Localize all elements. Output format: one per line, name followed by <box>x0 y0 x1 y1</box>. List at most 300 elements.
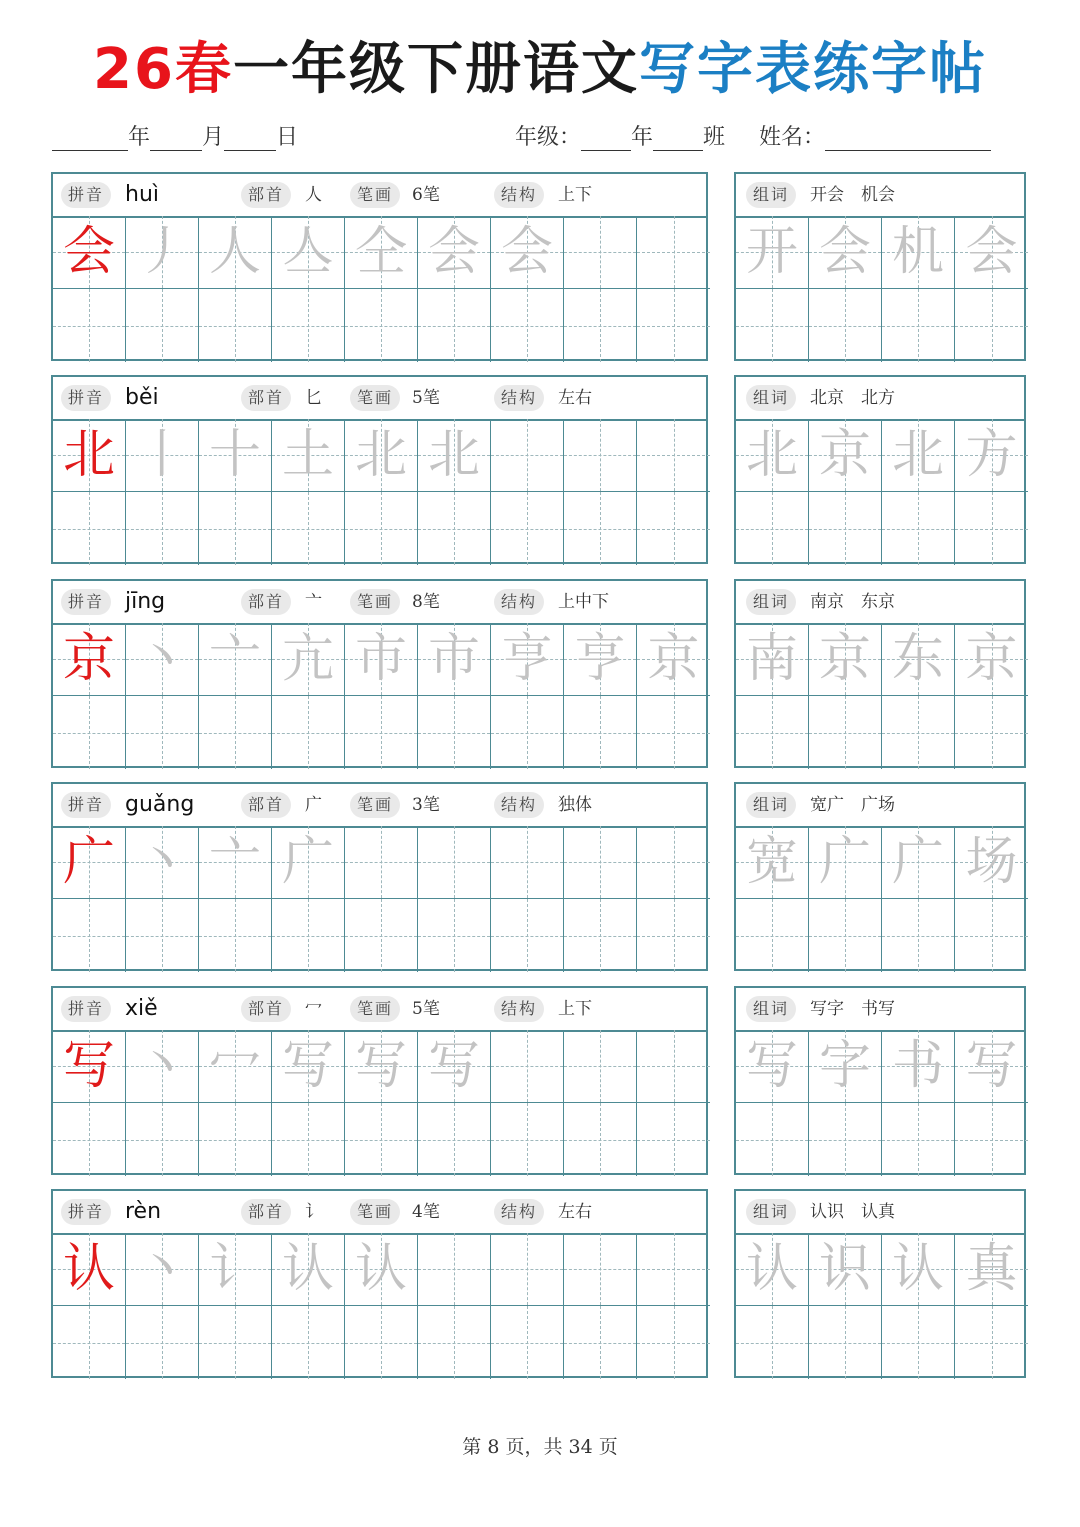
stroke-order-trace: 广 <box>281 832 334 892</box>
writing-cell[interactable] <box>736 899 809 972</box>
structure-value: 独体 <box>558 795 592 815</box>
strokes-value: 5笔 <box>412 999 440 1019</box>
pinyin-label: 拼音 <box>61 385 111 411</box>
writing-cell[interactable] <box>126 492 199 565</box>
words-label: 组词 <box>746 792 796 818</box>
writing-cell[interactable] <box>199 1103 272 1176</box>
word-trace-character: 宽 <box>745 832 798 892</box>
writing-cell[interactable] <box>418 696 491 769</box>
writing-cell[interactable] <box>736 1103 809 1176</box>
word-trace-character: 机 <box>891 222 944 282</box>
writing-cell[interactable] <box>809 216 882 289</box>
stroke-order-trace: 会 <box>427 222 480 282</box>
writing-cell[interactable] <box>564 623 637 696</box>
words-label: 组词 <box>746 589 796 615</box>
word-trace-character: 京 <box>965 629 1018 689</box>
writing-cell[interactable] <box>809 289 882 362</box>
writing-cell[interactable] <box>272 826 345 899</box>
writing-cell[interactable] <box>126 899 199 972</box>
word-trace-character: 京 <box>818 425 871 485</box>
class-blank[interactable] <box>653 126 703 151</box>
word-trace-character: 书 <box>891 1036 944 1096</box>
writing-cell[interactable] <box>491 1306 564 1379</box>
name-blank[interactable] <box>825 126 991 151</box>
pinyin-value: huì <box>125 182 159 207</box>
writing-cell[interactable] <box>637 492 710 565</box>
radical-value: 人 <box>305 185 322 205</box>
writing-cell[interactable] <box>199 216 272 289</box>
writing-cell[interactable] <box>272 899 345 972</box>
words-card <box>734 782 1026 971</box>
strokes-value: 6笔 <box>412 185 440 205</box>
writing-cell[interactable] <box>199 1030 272 1103</box>
writing-cell[interactable] <box>418 419 491 492</box>
strokes-label: 笔画 <box>350 182 400 208</box>
writing-cell[interactable] <box>53 1030 126 1103</box>
stroke-order-trace: 仝 <box>354 222 407 282</box>
writing-cell[interactable] <box>126 826 199 899</box>
title-part-2: 一年级下册语文 <box>232 37 639 102</box>
stroke-order-trace: 冖 <box>208 1036 261 1096</box>
writing-cell[interactable] <box>491 216 564 289</box>
writing-cell[interactable] <box>345 1030 418 1103</box>
stroke-order-trace: 亨 <box>500 629 553 689</box>
writing-cell[interactable] <box>126 623 199 696</box>
class-label: 班 <box>703 125 726 150</box>
writing-cell[interactable] <box>199 419 272 492</box>
writing-cell[interactable] <box>637 419 710 492</box>
character-card <box>51 1189 708 1378</box>
writing-cell[interactable] <box>955 419 1028 492</box>
radical-label: 部首 <box>241 996 291 1022</box>
card-header <box>53 377 706 421</box>
writing-cell[interactable] <box>736 1030 809 1103</box>
word-trace-character: 北 <box>745 425 798 485</box>
writing-cell[interactable] <box>345 899 418 972</box>
writing-cell[interactable] <box>736 216 809 289</box>
writing-cell[interactable] <box>736 826 809 899</box>
writing-cell[interactable] <box>637 1030 710 1103</box>
writing-cell[interactable] <box>199 826 272 899</box>
day-label: 日 <box>276 125 299 150</box>
writing-cell[interactable] <box>345 216 418 289</box>
writing-cell[interactable] <box>809 1306 882 1379</box>
writing-cell[interactable] <box>126 1233 199 1306</box>
writing-cell[interactable] <box>809 1030 882 1103</box>
writing-cell[interactable] <box>637 1306 710 1379</box>
writing-cell[interactable] <box>272 419 345 492</box>
pinyin-value: běi <box>125 385 159 410</box>
radical-value: 广 <box>305 795 322 815</box>
structure-value: 左右 <box>558 1202 592 1222</box>
writing-cell[interactable] <box>736 1233 809 1306</box>
stroke-order-trace: 北 <box>427 425 480 485</box>
year-blank[interactable] <box>52 126 128 151</box>
writing-cell[interactable] <box>418 1306 491 1379</box>
writing-cell[interactable] <box>564 1030 637 1103</box>
writing-cell[interactable] <box>491 419 564 492</box>
writing-cell[interactable] <box>564 492 637 565</box>
word-trace-character: 真 <box>965 1239 1018 1299</box>
pinyin-label: 拼音 <box>61 996 111 1022</box>
words-card <box>734 172 1026 361</box>
words-label: 组词 <box>746 996 796 1022</box>
stroke-order-trace: 土 <box>281 425 334 485</box>
structure-label: 结构 <box>494 385 544 411</box>
writing-cell[interactable] <box>564 1306 637 1379</box>
stroke-order-trace: 丶 <box>135 832 188 892</box>
month-blank[interactable] <box>150 126 202 151</box>
structure-label: 结构 <box>494 182 544 208</box>
writing-cell[interactable] <box>53 1306 126 1379</box>
writing-cell[interactable] <box>882 1030 955 1103</box>
writing-cell[interactable] <box>199 1306 272 1379</box>
writing-cell[interactable] <box>637 826 710 899</box>
words-card-header <box>736 784 1024 828</box>
writing-cell[interactable] <box>345 492 418 565</box>
writing-cell[interactable] <box>126 419 199 492</box>
writing-cell[interactable] <box>637 1233 710 1306</box>
pinyin-label: 拼音 <box>61 589 111 615</box>
words-value: 北京 北方 <box>810 388 895 408</box>
writing-cell[interactable] <box>53 696 126 769</box>
word-trace-character: 会 <box>818 222 871 282</box>
writing-cell[interactable] <box>418 1103 491 1176</box>
writing-cell[interactable] <box>272 1233 345 1306</box>
writing-cell[interactable] <box>564 419 637 492</box>
word-trace-character: 会 <box>965 222 1018 282</box>
writing-cell[interactable] <box>637 696 710 769</box>
writing-cell[interactable] <box>491 899 564 972</box>
words-label: 组词 <box>746 385 796 411</box>
writing-cell[interactable] <box>637 1103 710 1176</box>
strokes-label: 笔画 <box>350 385 400 411</box>
pinyin-value: xiě <box>125 996 158 1021</box>
writing-cell[interactable] <box>53 216 126 289</box>
writing-cell[interactable] <box>272 623 345 696</box>
writing-cell[interactable] <box>418 826 491 899</box>
grade-blank[interactable] <box>581 126 631 151</box>
pinyin-value: jīng <box>125 589 166 614</box>
writing-cell[interactable] <box>491 826 564 899</box>
target-character: 京 <box>62 629 115 689</box>
structure-value: 上中下 <box>558 592 609 612</box>
writing-cell[interactable] <box>955 1103 1028 1176</box>
writing-cell[interactable] <box>809 899 882 972</box>
writing-cell[interactable] <box>272 1306 345 1379</box>
writing-cell[interactable] <box>53 1103 126 1176</box>
writing-cell[interactable] <box>955 492 1028 565</box>
writing-cell[interactable] <box>736 623 809 696</box>
stroke-order-trace: 丶 <box>135 1239 188 1299</box>
writing-cell[interactable] <box>53 419 126 492</box>
radical-label: 部首 <box>241 1199 291 1225</box>
words-card-header <box>736 174 1024 218</box>
stroke-order-trace: 会 <box>500 222 553 282</box>
card-header <box>53 1191 706 1235</box>
writing-cell[interactable] <box>809 1233 882 1306</box>
target-character: 认 <box>62 1239 115 1299</box>
writing-cell[interactable] <box>637 289 710 362</box>
writing-cell[interactable] <box>345 696 418 769</box>
structure-value: 上下 <box>558 999 592 1019</box>
writing-cell[interactable] <box>736 696 809 769</box>
writing-cell[interactable] <box>53 623 126 696</box>
writing-cell[interactable] <box>882 492 955 565</box>
words-card-header <box>736 1191 1024 1235</box>
writing-cell[interactable] <box>637 216 710 289</box>
writing-cell[interactable] <box>199 1233 272 1306</box>
structure-value: 上下 <box>558 185 592 205</box>
words-value: 认识 认真 <box>810 1202 895 1222</box>
writing-cell[interactable] <box>564 899 637 972</box>
writing-cell[interactable] <box>345 1306 418 1379</box>
page-footer: 第 8 页，共 34 页 <box>462 1436 618 1458</box>
strokes-value: 8笔 <box>412 592 440 612</box>
word-trace-character: 识 <box>818 1239 871 1299</box>
grade-year-label: 年 <box>631 125 654 150</box>
strokes-label: 笔画 <box>350 996 400 1022</box>
words-card <box>734 579 1026 768</box>
radical-label: 部首 <box>241 182 291 208</box>
stroke-order-trace: 亢 <box>281 629 334 689</box>
stroke-order-trace: 人 <box>208 222 261 282</box>
stroke-order-trace: 丶 <box>135 629 188 689</box>
writing-cell[interactable] <box>126 1306 199 1379</box>
writing-cell[interactable] <box>637 623 710 696</box>
writing-cell[interactable] <box>345 1103 418 1176</box>
pinyin-value: guǎng <box>125 792 195 817</box>
writing-cell[interactable] <box>418 1030 491 1103</box>
writing-cell[interactable] <box>809 1103 882 1176</box>
word-trace-character: 认 <box>891 1239 944 1299</box>
writing-cell[interactable] <box>345 419 418 492</box>
writing-cell[interactable] <box>491 1030 564 1103</box>
writing-cell[interactable] <box>564 216 637 289</box>
stroke-order-trace: 京 <box>647 629 700 689</box>
writing-cell[interactable] <box>955 216 1028 289</box>
words-value: 南京 东京 <box>810 592 895 612</box>
date-fields <box>52 120 298 151</box>
word-trace-character: 东 <box>891 629 944 689</box>
writing-cell[interactable] <box>809 826 882 899</box>
writing-cell[interactable] <box>955 1030 1028 1103</box>
writing-cell[interactable] <box>882 623 955 696</box>
stroke-order-trace: 丨 <box>135 425 188 485</box>
word-trace-character: 广 <box>891 832 944 892</box>
writing-cell[interactable] <box>126 696 199 769</box>
student-fields <box>515 120 991 151</box>
writing-cell[interactable] <box>53 826 126 899</box>
strokes-value: 4笔 <box>412 1202 440 1222</box>
words-label: 组词 <box>746 1199 796 1225</box>
writing-cell[interactable] <box>272 216 345 289</box>
stroke-order-trace: 写 <box>354 1036 407 1096</box>
writing-cell[interactable] <box>345 289 418 362</box>
writing-cell[interactable] <box>955 1306 1028 1379</box>
character-card <box>51 375 708 564</box>
writing-cell[interactable] <box>126 216 199 289</box>
writing-cell[interactable] <box>418 623 491 696</box>
word-trace-character: 南 <box>745 629 798 689</box>
stroke-order-trace: 讠 <box>208 1239 261 1299</box>
writing-cell[interactable] <box>955 826 1028 899</box>
stroke-order-trace: 认 <box>354 1239 407 1299</box>
writing-cell[interactable] <box>955 623 1028 696</box>
stroke-order-trace: 十 <box>208 425 261 485</box>
card-header <box>53 784 706 828</box>
word-trace-character: 场 <box>965 832 1018 892</box>
writing-cell[interactable] <box>418 492 491 565</box>
writing-cell[interactable] <box>809 492 882 565</box>
writing-cell[interactable] <box>491 1233 564 1306</box>
writing-cell[interactable] <box>53 899 126 972</box>
writing-cell[interactable] <box>199 289 272 362</box>
day-blank[interactable] <box>224 126 276 151</box>
pinyin-value: rèn <box>125 1199 162 1224</box>
writing-cell[interactable] <box>882 289 955 362</box>
writing-cell[interactable] <box>418 216 491 289</box>
writing-cell[interactable] <box>126 1103 199 1176</box>
writing-cell[interactable] <box>882 899 955 972</box>
writing-cell[interactable] <box>736 289 809 362</box>
writing-cell[interactable] <box>199 696 272 769</box>
card-header <box>53 988 706 1032</box>
words-value: 写字 书写 <box>810 999 895 1019</box>
year-label: 年 <box>128 125 151 150</box>
writing-cell[interactable] <box>882 1233 955 1306</box>
target-character: 北 <box>62 425 115 485</box>
writing-cell[interactable] <box>809 419 882 492</box>
stroke-order-trace: 市 <box>427 629 480 689</box>
writing-cell[interactable] <box>564 289 637 362</box>
word-trace-character: 字 <box>818 1036 871 1096</box>
writing-cell[interactable] <box>345 623 418 696</box>
writing-cell[interactable] <box>955 1233 1028 1306</box>
writing-cell[interactable] <box>955 899 1028 972</box>
word-trace-character: 方 <box>965 425 1018 485</box>
writing-cell[interactable] <box>564 1233 637 1306</box>
writing-cell[interactable] <box>564 826 637 899</box>
strokes-value: 5笔 <box>412 388 440 408</box>
radical-value: 亠 <box>305 592 322 612</box>
target-character: 会 <box>62 222 115 282</box>
target-character: 写 <box>62 1036 115 1096</box>
strokes-value: 3笔 <box>412 795 440 815</box>
name-label: 姓名： <box>759 125 826 150</box>
character-card <box>51 782 708 971</box>
writing-cell[interactable] <box>637 899 710 972</box>
writing-cell[interactable] <box>345 826 418 899</box>
writing-cell[interactable] <box>272 1103 345 1176</box>
words-value: 开会 机会 <box>810 185 895 205</box>
writing-cell[interactable] <box>882 1306 955 1379</box>
writing-cell[interactable] <box>564 1103 637 1176</box>
writing-cell[interactable] <box>199 899 272 972</box>
writing-cell[interactable] <box>736 1306 809 1379</box>
words-label: 组词 <box>746 182 796 208</box>
writing-cell[interactable] <box>345 1233 418 1306</box>
writing-cell[interactable] <box>418 899 491 972</box>
structure-label: 结构 <box>494 792 544 818</box>
word-trace-character: 写 <box>965 1036 1018 1096</box>
writing-cell[interactable] <box>53 1233 126 1306</box>
writing-cell[interactable] <box>736 419 809 492</box>
writing-cell[interactable] <box>272 289 345 362</box>
words-card <box>734 986 1026 1175</box>
stroke-order-trace: 丿 <box>135 222 188 282</box>
radical-label: 部首 <box>241 792 291 818</box>
writing-cell[interactable] <box>491 289 564 362</box>
writing-cell[interactable] <box>126 289 199 362</box>
word-trace-character: 写 <box>745 1036 798 1096</box>
stroke-order-trace: 北 <box>354 425 407 485</box>
stroke-order-trace: 丶 <box>135 1036 188 1096</box>
writing-cell[interactable] <box>199 623 272 696</box>
writing-cell[interactable] <box>418 289 491 362</box>
writing-cell[interactable] <box>809 623 882 696</box>
words-card-header <box>736 581 1024 625</box>
writing-cell[interactable] <box>53 492 126 565</box>
writing-cell[interactable] <box>491 1103 564 1176</box>
writing-cell[interactable] <box>199 492 272 565</box>
word-trace-character: 京 <box>818 629 871 689</box>
writing-cell[interactable] <box>882 419 955 492</box>
writing-cell[interactable] <box>882 216 955 289</box>
writing-cell[interactable] <box>491 696 564 769</box>
writing-cell[interactable] <box>882 826 955 899</box>
radical-value: 讠 <box>305 1202 322 1222</box>
writing-cell[interactable] <box>272 492 345 565</box>
word-trace-character: 北 <box>891 425 944 485</box>
words-card <box>734 375 1026 564</box>
word-trace-character: 认 <box>745 1239 798 1299</box>
strokes-label: 笔画 <box>350 792 400 818</box>
writing-cell[interactable] <box>272 1030 345 1103</box>
strokes-label: 笔画 <box>350 1199 400 1225</box>
radical-label: 部首 <box>241 589 291 615</box>
writing-cell[interactable] <box>53 289 126 362</box>
writing-cell[interactable] <box>736 492 809 565</box>
writing-cell[interactable] <box>272 696 345 769</box>
writing-cell[interactable] <box>564 696 637 769</box>
stroke-order-trace: 写 <box>281 1036 334 1096</box>
writing-cell[interactable] <box>882 1103 955 1176</box>
words-card <box>734 1189 1026 1378</box>
words-card-header <box>736 988 1024 1032</box>
card-header <box>53 174 706 218</box>
structure-label: 结构 <box>494 996 544 1022</box>
stroke-order-trace: 写 <box>427 1036 480 1096</box>
writing-cell[interactable] <box>882 696 955 769</box>
writing-cell[interactable] <box>418 1233 491 1306</box>
target-character: 广 <box>62 832 115 892</box>
character-card <box>51 579 708 768</box>
writing-cell[interactable] <box>491 492 564 565</box>
word-trace-character: 开 <box>745 222 798 282</box>
writing-cell[interactable] <box>126 1030 199 1103</box>
structure-value: 左右 <box>558 388 592 408</box>
stroke-order-trace: 认 <box>281 1239 334 1299</box>
structure-label: 结构 <box>494 1199 544 1225</box>
radical-value: 匕 <box>305 388 322 408</box>
writing-cell[interactable] <box>491 623 564 696</box>
writing-cell[interactable] <box>955 289 1028 362</box>
title-part-3: 写字表练字帖 <box>638 37 987 102</box>
writing-cell[interactable] <box>809 696 882 769</box>
pinyin-label: 拼音 <box>61 792 111 818</box>
writing-cell[interactable] <box>955 696 1028 769</box>
